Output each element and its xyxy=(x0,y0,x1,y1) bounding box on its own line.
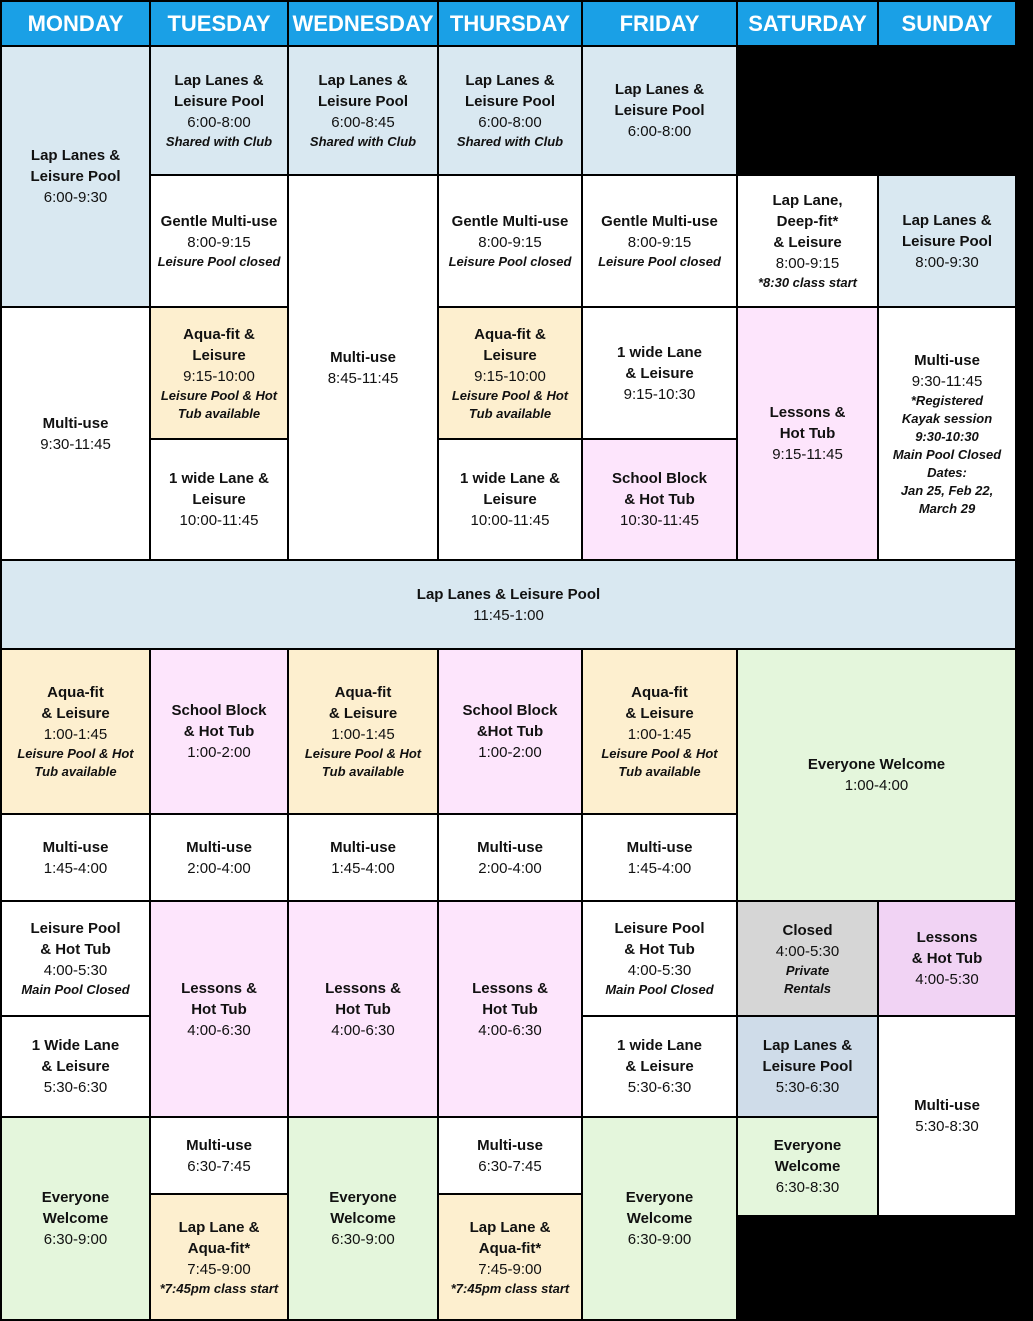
slot-title: Leisure Pool xyxy=(317,93,409,110)
schedule-slot-fri-8 xyxy=(583,1017,736,1116)
slot-note: Tub available xyxy=(618,764,701,779)
slot-title: Aqua-fit xyxy=(47,684,104,701)
slot-time: 4:00-6:30 xyxy=(187,1021,251,1039)
slot-time: 6:00-8:00 xyxy=(478,114,542,131)
slot-title: Leisure xyxy=(192,346,246,364)
slot-title: & Leisure xyxy=(625,1058,694,1075)
schedule-slot-tue-4 xyxy=(151,440,287,559)
schedule-slot-thu-2 xyxy=(439,176,581,306)
schedule-slot-sat-3 xyxy=(738,902,877,1015)
slot-title: Lessons & xyxy=(472,979,548,997)
slot-title: Hot Tub xyxy=(191,1000,247,1018)
schedule-slot-sun-4 xyxy=(879,1017,1015,1215)
slot-title: Hot Tub xyxy=(482,1000,538,1018)
slot-title: Lap Lanes & xyxy=(614,81,705,98)
slot-title: Multi-use xyxy=(477,1136,543,1154)
slot-time: 5:30-8:30 xyxy=(915,1118,979,1135)
slot-time: 8:00-9:15 xyxy=(627,234,692,251)
slot-note: Shared with Club xyxy=(165,134,273,149)
schedule-slot-thu-6 xyxy=(439,815,581,900)
schedule-slot-mon-2 xyxy=(2,308,149,559)
slot-time: 6:30-9:00 xyxy=(627,1231,692,1248)
slot-title: Multi-use xyxy=(42,414,109,432)
slot-title: Multi-use xyxy=(42,838,109,856)
schedule-slot-mon-7 xyxy=(2,1118,149,1319)
slot-note: *Registered xyxy=(910,392,984,408)
day-header-tuesday: TUESDAY xyxy=(151,2,287,45)
slot-note: Leisure Pool & Hot xyxy=(451,387,569,403)
schedule-slot-tue-8 xyxy=(151,1118,287,1193)
slot-title: Leisure Pool xyxy=(30,920,121,937)
slot-title: Leisure Pool xyxy=(30,168,121,185)
day-header-monday: MONDAY xyxy=(2,2,149,45)
slot-title: Leisure Pool xyxy=(464,93,556,110)
schedule-slot-wed-3 xyxy=(289,650,437,813)
slot-time: 4:00-5:30 xyxy=(43,962,108,979)
slot-title: School Block xyxy=(611,470,708,487)
schedule-slot-tue-1 xyxy=(151,47,287,174)
slot-time: 9:15-11:45 xyxy=(772,446,843,463)
schedule-slot-sat-2 xyxy=(738,308,877,559)
slot-note: Main Pool Closed xyxy=(892,446,1002,462)
slot-title: Aqua-fit xyxy=(631,684,688,701)
slot-time: 6:00-8:00 xyxy=(187,114,251,131)
slot-time: 6:30-9:00 xyxy=(43,1231,108,1248)
slot-title: Lessons & xyxy=(181,979,257,997)
slot-title: Leisure xyxy=(483,491,537,508)
schedule-slot-sat-1 xyxy=(738,176,877,306)
schedule-slot-thu-3 xyxy=(439,308,581,438)
slot-time: 8:00-9:15 xyxy=(478,234,542,251)
slot-title: 1 wide Lane xyxy=(616,343,703,361)
slot-title: Everyone xyxy=(41,1189,110,1206)
slot-title: & Leisure xyxy=(625,364,694,382)
slot-title: Aqua-fit xyxy=(334,684,392,701)
schedule-slot-tue-5 xyxy=(151,650,287,813)
slot-title: Welcome xyxy=(330,1210,396,1227)
schedule-slot-fri-9 xyxy=(583,1118,736,1319)
slot-title: Multi-use xyxy=(626,838,693,856)
slot-title: Multi-use xyxy=(186,838,252,856)
slot-time: 5:30-6:30 xyxy=(43,1079,108,1096)
day-header-saturday: SATURDAY xyxy=(738,2,877,45)
slot-title: Aqua-fit* xyxy=(478,1239,542,1257)
schedule-slot-sat-4 xyxy=(738,1017,877,1116)
schedule-slot-sun-3 xyxy=(879,902,1015,1015)
slot-title: Gentle Multi-use xyxy=(601,213,718,230)
schedule-slot-wed-2 xyxy=(289,176,437,559)
slot-title: Multi-use xyxy=(330,838,396,856)
slot-title: Lap Lane & xyxy=(178,1218,260,1236)
slot-note: *7:45pm class start xyxy=(450,1280,570,1296)
slot-note: 9:30-10:30 xyxy=(915,428,979,444)
slot-note: March 29 xyxy=(918,500,976,516)
slot-note: Jan 25, Feb 22, xyxy=(900,482,994,498)
slot-title: Leisure Pool xyxy=(173,93,265,110)
schedule-slot-tue-7 xyxy=(151,902,287,1116)
schedule-slot-tue-9 xyxy=(151,1195,287,1319)
slot-title: Welcome xyxy=(42,1210,109,1227)
schedule-slot-tue-6 xyxy=(151,815,287,900)
slot-title: 1 wide Lane & xyxy=(459,470,561,487)
slot-title: &Hot Tub xyxy=(476,723,544,740)
slot-title: Lap Lanes & xyxy=(318,72,408,89)
slot-time: 6:00-9:30 xyxy=(43,189,108,206)
slot-title: Lap Lanes & xyxy=(465,72,555,89)
slot-note: Shared with Club xyxy=(456,134,564,149)
schedule-slot-fri-2 xyxy=(583,176,736,306)
slot-time: 1:45-4:00 xyxy=(331,859,395,877)
slot-title: & Hot Tub xyxy=(911,950,983,967)
slot-title: Lap Lanes & xyxy=(762,1037,853,1054)
slot-title: Multi-use xyxy=(186,1136,252,1154)
slot-title: 1 wide Lane & xyxy=(168,470,270,487)
slot-title: Everyone xyxy=(773,1137,842,1154)
slot-title: Multi-use xyxy=(477,838,543,856)
slot-title: & Leisure xyxy=(773,234,842,251)
slot-title: Multi-use xyxy=(914,351,980,369)
slot-note: Tub available xyxy=(468,405,552,421)
slot-time: 9:30-11:45 xyxy=(40,435,111,453)
slot-time: 10:00-11:45 xyxy=(470,512,550,529)
day-header-thursday: THURSDAY xyxy=(439,2,581,45)
slot-time: 1:00-2:00 xyxy=(187,744,251,761)
slot-note: Leisure Pool closed xyxy=(157,254,281,269)
slot-note: Leisure Pool closed xyxy=(598,254,721,269)
slot-note: Shared with Club xyxy=(309,134,417,149)
slot-time: 1:00-4:00 xyxy=(844,777,909,794)
slot-note: Dates: xyxy=(927,464,967,480)
slot-note: Leisure Pool & Hot xyxy=(304,746,422,761)
slot-title: Aqua-fit & xyxy=(474,325,546,343)
slot-title: & Hot Tub xyxy=(40,941,111,958)
slot-title: Deep-fit* xyxy=(776,213,839,230)
slot-title: Everyone xyxy=(625,1189,694,1206)
schedule-slot-mon-4 xyxy=(2,815,149,900)
slot-title: Lap Lane, xyxy=(772,192,843,209)
slot-note: Main Pool Closed xyxy=(21,982,130,997)
slot-time: 8:45-11:45 xyxy=(327,369,399,387)
slot-note: Kayak session xyxy=(901,410,993,426)
slot-note: Leisure Pool & Hot xyxy=(160,387,278,403)
slot-time: 2:00-4:00 xyxy=(187,859,251,877)
slot-title: Lessons & xyxy=(769,404,846,421)
schedule-slot-thu-9 xyxy=(439,1195,581,1319)
schedule-slot-wed-6 xyxy=(289,1118,437,1319)
schedule-slot-fri-3 xyxy=(583,308,736,438)
schedule-slot-thu-8 xyxy=(439,1118,581,1193)
slot-title: Gentle Multi-use xyxy=(451,213,569,230)
day-header-friday: FRIDAY xyxy=(583,2,736,45)
slot-title: Lap Lanes & xyxy=(174,72,264,89)
slot-title: Lessons & xyxy=(325,979,401,997)
slot-title: Welcome xyxy=(774,1158,841,1175)
slot-title: Lap Lanes & xyxy=(30,147,121,164)
schedule-slot-thu-1 xyxy=(439,47,581,174)
slot-title: Lap Lanes & Leisure Pool xyxy=(416,585,601,603)
slot-title: Hot Tub xyxy=(335,1000,391,1018)
slot-note: Tub available xyxy=(321,764,405,779)
schedule-slot-fri-6 xyxy=(583,815,736,900)
schedule-slot-sun-2 xyxy=(879,308,1015,559)
slot-time: 6:30-7:45 xyxy=(187,1157,251,1175)
slot-note: Leisure Pool closed xyxy=(448,254,572,269)
slot-title: Multi-use xyxy=(330,348,396,366)
slot-title: Lessons xyxy=(916,929,978,946)
slot-title: 1 wide Lane xyxy=(616,1037,703,1054)
slot-note: Tub available xyxy=(177,405,261,421)
schedule-slot-thu-4 xyxy=(439,440,581,559)
schedule-slot-mon-5 xyxy=(2,902,149,1015)
slot-time: 7:45-9:00 xyxy=(478,1260,542,1278)
slot-note: Tub available xyxy=(34,764,117,779)
slot-time: 4:00-6:30 xyxy=(478,1021,542,1039)
slot-note: *8:30 class start xyxy=(757,275,857,290)
slot-time: 1:45-4:00 xyxy=(43,859,108,877)
slot-time: 4:00-6:30 xyxy=(331,1021,395,1039)
schedule-slot-tue-2 xyxy=(151,176,287,306)
schedule-slot-mon-3 xyxy=(2,650,149,813)
slot-time: 10:00-11:45 xyxy=(179,512,259,529)
slot-title: Hot Tub xyxy=(779,425,836,442)
slot-title: School Block xyxy=(462,702,558,719)
slot-note: Main Pool Closed xyxy=(605,982,714,997)
slot-title: Leisure Pool xyxy=(614,102,705,119)
slot-title: Leisure Pool xyxy=(762,1058,853,1075)
schedule-slot-fri-5 xyxy=(583,650,736,813)
slot-time: 5:30-6:30 xyxy=(627,1079,692,1096)
slot-time: 6:00-8:45 xyxy=(331,114,395,131)
slot-title: Aqua-fit & xyxy=(183,325,255,343)
schedule-slot-thu-7 xyxy=(439,902,581,1116)
slot-title: Closed xyxy=(782,921,833,939)
slot-time: 7:45-9:00 xyxy=(187,1260,251,1278)
slot-time: 10:30-11:45 xyxy=(620,512,699,529)
slot-time: 9:15-10:00 xyxy=(183,367,255,385)
slot-note: *7:45pm class start xyxy=(159,1280,279,1296)
slot-note: Private xyxy=(785,962,830,978)
slot-title: Leisure Pool xyxy=(614,920,705,937)
schedule-slot-thu-5 xyxy=(439,650,581,813)
slot-time: 8:00-9:15 xyxy=(187,234,251,251)
slot-title: Leisure Pool xyxy=(901,232,993,250)
schedule-slot-tue-3 xyxy=(151,308,287,438)
slot-time: 4:00-5:30 xyxy=(775,942,840,960)
slot-time: 1:00-1:45 xyxy=(43,726,108,743)
slot-title: School Block xyxy=(171,702,267,719)
slot-note: Leisure Pool & Hot xyxy=(17,746,134,761)
slot-title: Aqua-fit* xyxy=(187,1239,251,1257)
schedule-slot-fri-7 xyxy=(583,902,736,1015)
slot-time: 8:00-9:15 xyxy=(775,255,840,272)
slot-title: & Leisure xyxy=(328,705,398,722)
slot-title: Everyone Welcome xyxy=(807,756,946,773)
slot-time: 1:00-1:45 xyxy=(331,726,395,743)
slot-title: Welcome xyxy=(626,1210,693,1227)
slot-time: 5:30-6:30 xyxy=(775,1079,840,1096)
slot-time: 9:15-10:00 xyxy=(474,367,546,385)
slot-note: Rentals xyxy=(784,980,831,996)
slot-title: & Leisure xyxy=(625,705,694,722)
slot-title: & Hot Tub xyxy=(183,723,255,740)
slot-time: 6:30-9:00 xyxy=(331,1231,395,1248)
slot-title: Lap Lane & xyxy=(469,1218,551,1236)
slot-title: Leisure xyxy=(192,491,246,508)
day-header-wednesday: WEDNESDAY xyxy=(289,2,437,45)
schedule-slot-wed-4 xyxy=(289,815,437,900)
slot-time: 4:00-5:30 xyxy=(627,962,692,979)
slot-title: Everyone xyxy=(329,1189,397,1206)
schedule-slot-wed-5 xyxy=(289,902,437,1116)
schedule-slot-sun-1 xyxy=(879,176,1015,306)
day-header-sunday: SUNDAY xyxy=(879,2,1015,45)
slot-time: 2:00-4:00 xyxy=(478,859,542,877)
schedule-slot-fri-1 xyxy=(583,47,736,174)
slot-time: 6:30-8:30 xyxy=(775,1179,840,1196)
slot-title: Leisure xyxy=(483,346,537,364)
slot-title: 1 Wide Lane xyxy=(31,1037,120,1054)
slot-title: Multi-use xyxy=(914,1097,980,1114)
slot-title: & Leisure xyxy=(41,1058,110,1075)
slot-time: 9:30-11:45 xyxy=(911,372,983,390)
slot-time: 11:45-1:00 xyxy=(473,606,544,624)
slot-time: 4:00-5:30 xyxy=(915,971,979,988)
slot-time: 9:15-10:30 xyxy=(623,385,696,403)
slot-title: Gentle Multi-use xyxy=(160,213,278,230)
slot-title: & Hot Tub xyxy=(624,491,695,508)
slot-time: 6:00-8:00 xyxy=(627,123,692,140)
slot-time: 6:30-7:45 xyxy=(478,1157,542,1175)
schedule-slot-wknd-1 xyxy=(738,650,1015,900)
slot-time: 1:00-2:00 xyxy=(478,744,542,761)
slot-note: Leisure Pool & Hot xyxy=(601,746,718,761)
schedule-slot-all-noon xyxy=(2,561,1015,648)
slot-title: & Leisure xyxy=(41,705,110,722)
slot-time: 8:00-9:30 xyxy=(915,253,979,271)
slot-time: 1:00-1:45 xyxy=(627,726,692,743)
schedule-slot-fri-4 xyxy=(583,440,736,559)
schedule-slot-mon-6 xyxy=(2,1017,149,1116)
schedule-slot-mon-1 xyxy=(2,47,149,306)
schedule-slot-sat-5 xyxy=(738,1118,877,1215)
slot-time: 1:45-4:00 xyxy=(627,859,692,877)
slot-title: & Hot Tub xyxy=(624,941,695,958)
schedule-slot-wed-1 xyxy=(289,47,437,174)
slot-title: Lap Lanes & xyxy=(902,211,992,229)
